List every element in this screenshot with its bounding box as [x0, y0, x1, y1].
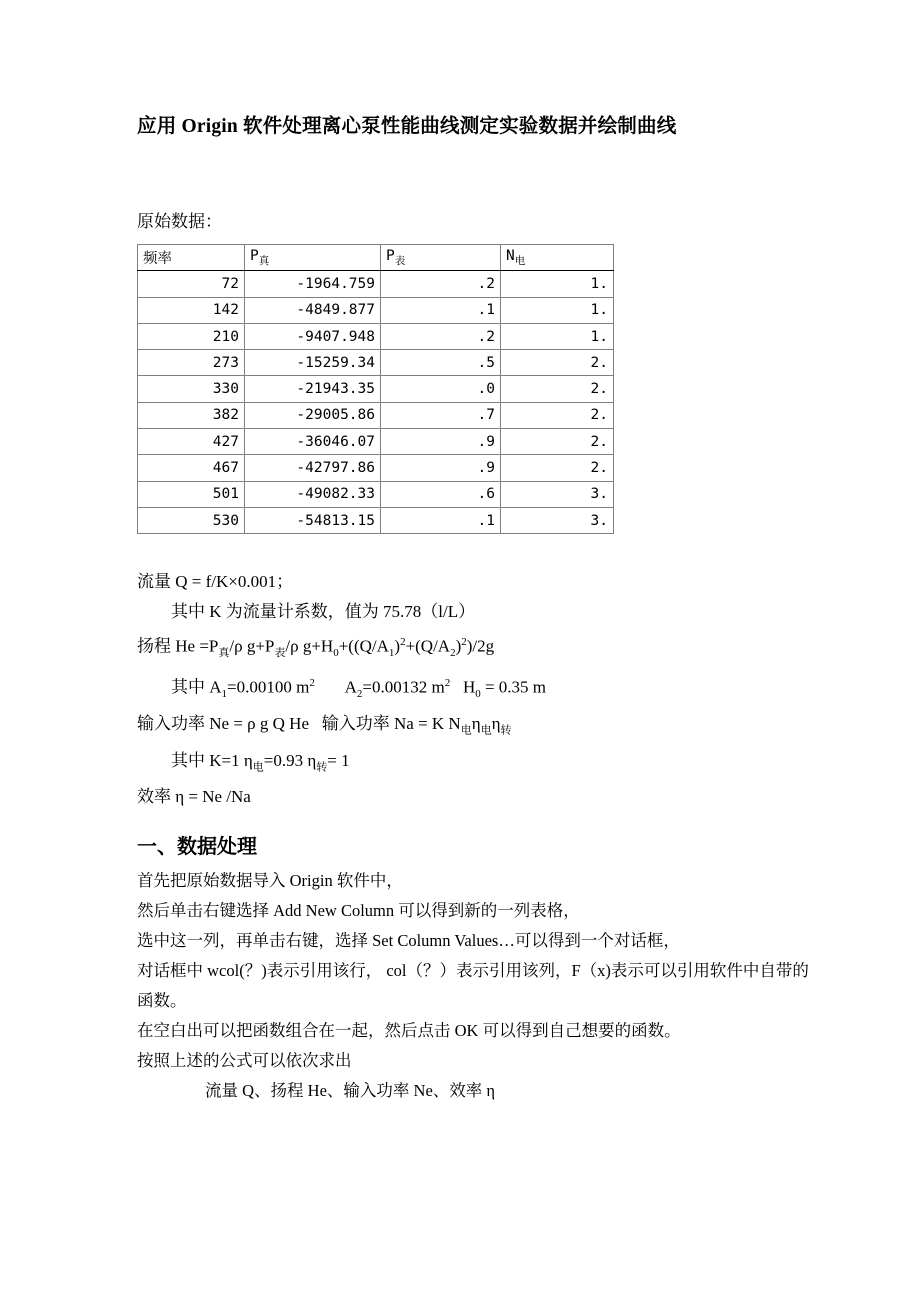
- cell-frequency: 427: [138, 429, 245, 455]
- table-header-row: [138, 245, 614, 271]
- cell-p-gauge: .9: [381, 455, 501, 481]
- cell-n-electric: 2.: [501, 350, 614, 376]
- cell-n-electric: 2.: [501, 376, 614, 402]
- table-row: [138, 429, 614, 455]
- column-header-p-vacuum: $P_真$: [245, 245, 381, 271]
- cell-p-gauge: .1: [381, 507, 501, 533]
- cell-p-vacuum: -42797.86: [245, 455, 381, 481]
- cell-n-electric: 2.: [501, 429, 614, 455]
- formula-coefficient-note: 其中 K=1 $\eta_电=0.93$ $\eta_转= 1$: [171, 750, 350, 774]
- formula-efficiency: 效率 η = Ne /Na: [137, 787, 251, 807]
- cell-p-vacuum: -29005.86: [245, 402, 381, 428]
- table-row: [138, 271, 614, 297]
- cell-n-electric: 2.: [501, 402, 614, 428]
- formula-flow-note: 其中 K 为流量计系数，值为 75.78（l/L）: [171, 602, 476, 622]
- procedure-line: 然后单击右键选择 Add New Column 可以得到新的一列表格，: [137, 901, 580, 921]
- table-row: [138, 323, 614, 349]
- page-title: 应用 Origin 软件处理离心泵性能曲线测定实验数据并绘制曲线: [137, 116, 677, 137]
- formula-head: 扬程 $He =P_真/\rho$ $g+P_表/\rho$ $g+H_0+((Q/A_1)^2+(Q/A_2)^2)/2g$: [137, 636, 495, 660]
- column-header-n-electric: $N_电$: [501, 245, 614, 271]
- table-row: [138, 297, 614, 323]
- cell-p-vacuum: -1964.759: [245, 271, 381, 297]
- cell-n-electric: 2.: [501, 455, 614, 481]
- cell-frequency: 330: [138, 376, 245, 402]
- cell-n-electric: 1.: [501, 297, 614, 323]
- table-row: [138, 350, 614, 376]
- procedure-line: 首先把原始数据导入 Origin 软件中，: [137, 871, 403, 891]
- formula-flow: 流量 Q = f/K×0.001；: [137, 572, 294, 592]
- procedure-line: 在空白出可以把函数组合在一起，然后点击 OK 可以得到自己想要的函数。: [137, 1021, 681, 1041]
- cell-n-electric: 3.: [501, 507, 614, 533]
- cell-p-gauge: .2: [381, 323, 501, 349]
- procedure-result-line: 流量 Q、扬程 He、输入功率 Ne、效率 η: [205, 1081, 496, 1101]
- table-row: [138, 402, 614, 428]
- procedure-lines: [137, 866, 837, 1076]
- cell-p-vacuum: -9407.948: [245, 323, 381, 349]
- cell-n-electric: 1.: [501, 271, 614, 297]
- cell-p-gauge: .2: [381, 271, 501, 297]
- raw-data-label: 原始数据：: [137, 212, 222, 231]
- table-row: [138, 455, 614, 481]
- cell-frequency: 530: [138, 507, 245, 533]
- section-heading-data-processing: 一、数据处理: [137, 836, 257, 859]
- table-row: [138, 507, 614, 533]
- cell-frequency: 273: [138, 350, 245, 376]
- procedure-line: 选中这一列，再单击右键，选择 Set Column Values…可以得到一个对话框，: [137, 931, 680, 951]
- cell-p-gauge: .5: [381, 350, 501, 376]
- formula-block: [137, 534, 837, 812]
- cell-frequency: 382: [138, 402, 245, 428]
- cell-frequency: 142: [138, 297, 245, 323]
- cell-p-vacuum: -4849.877: [245, 297, 381, 323]
- cell-p-gauge: .1: [381, 297, 501, 323]
- column-header-p-gauge: $P_表$: [381, 245, 501, 271]
- table-row: [138, 376, 614, 402]
- cell-p-gauge: .9: [381, 429, 501, 455]
- cell-p-vacuum: -36046.07: [245, 429, 381, 455]
- cell-frequency: 72: [138, 271, 245, 297]
- cell-p-gauge: .6: [381, 481, 501, 507]
- cell-p-gauge: .0: [381, 376, 501, 402]
- table-row: [138, 481, 614, 507]
- cell-n-electric: 3.: [501, 481, 614, 507]
- document-content: [137, 0, 837, 1106]
- cell-p-vacuum: -54813.15: [245, 507, 381, 533]
- table-body: [138, 271, 614, 534]
- cell-p-gauge: .7: [381, 402, 501, 428]
- cell-p-vacuum: -15259.34: [245, 350, 381, 376]
- cell-frequency: 210: [138, 323, 245, 349]
- cell-frequency: 467: [138, 455, 245, 481]
- cell-p-vacuum: -21943.35: [245, 376, 381, 402]
- cell-n-electric: 1.: [501, 323, 614, 349]
- cell-frequency: 501: [138, 481, 245, 507]
- formula-power: 输入功率 Ne = ρ g Q He 输入功率 Na = K $N_电\eta_电\eta_转$: [137, 714, 512, 737]
- formula-area-note: 其中 $A_1=0.00100$ $m^2$ $A_2=0.00132$ $m^2$ $H_0 = 0.35$ m: [171, 677, 547, 701]
- procedure-line: 对话框中 wcol(？)表示引用该行， col（？）表示引用该列，F（x)表示可以引用软件中自带的函数。: [137, 961, 809, 1011]
- raw-data-table: [137, 244, 614, 534]
- cell-p-vacuum: -49082.33: [245, 481, 381, 507]
- procedure-line: 按照上述的公式可以依次求出: [137, 1051, 352, 1071]
- column-header-frequency: 频率: [138, 245, 245, 271]
